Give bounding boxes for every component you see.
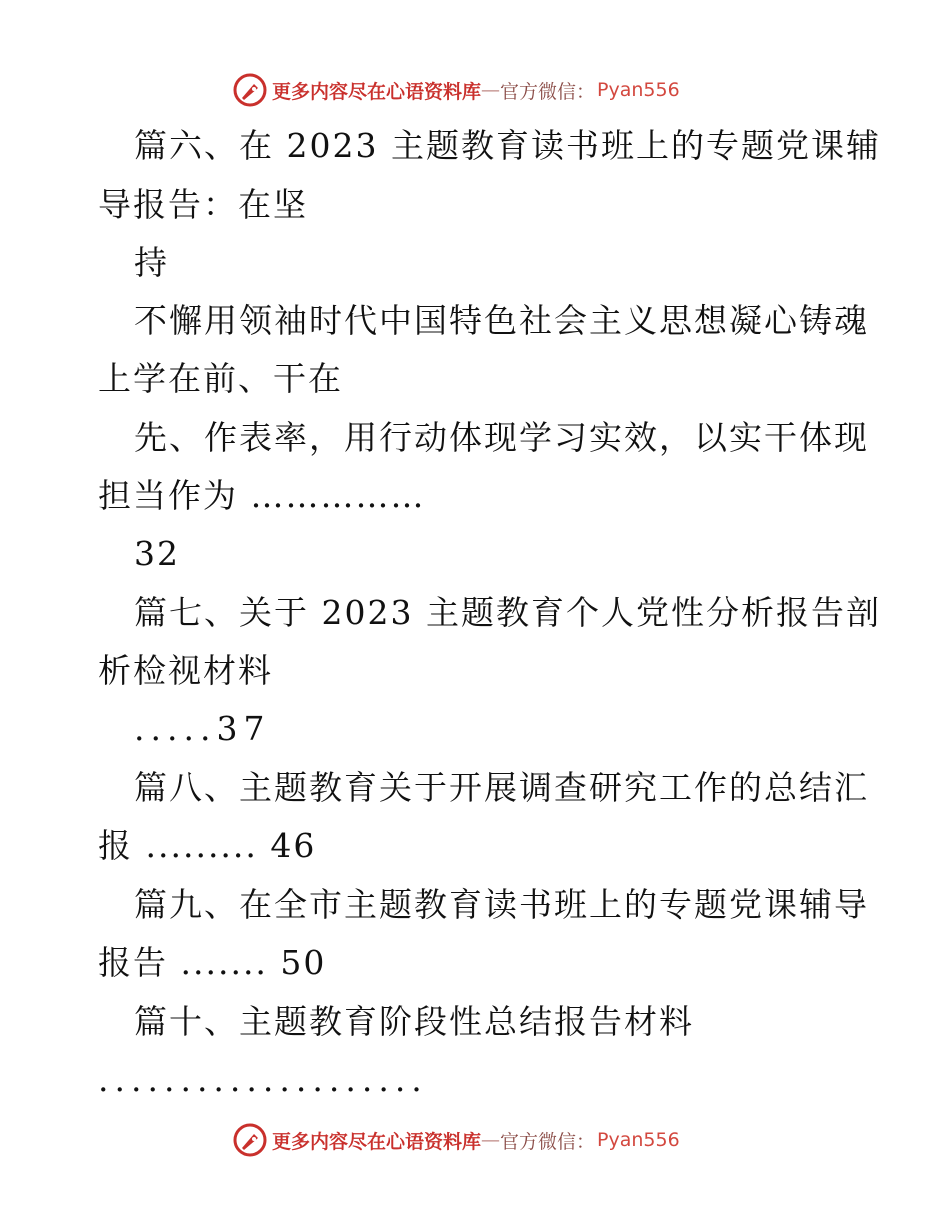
- toc-line-15: 报告 ....... 50: [98, 943, 327, 982]
- pen-nib-circle-icon: [232, 1122, 268, 1158]
- watermark-wechat-label: 官方微信：: [500, 1130, 596, 1153]
- toc-line-2: 导报告：在坚: [98, 185, 308, 224]
- toc-line-16: 篇十、主题教育阶段性总结报告材料: [134, 1002, 694, 1041]
- toc-line-7: 担当作为 ……………: [98, 476, 426, 515]
- toc-line-5: 上学在前、干在: [98, 359, 343, 398]
- toc-line-6: 先、作表率，用行动体现学习实效，以实干体现: [134, 418, 869, 457]
- watermark-site-text: 更多内容尽在心语资料库: [272, 1130, 482, 1153]
- pen-nib-circle-icon: [232, 72, 268, 108]
- toc-line-4: 不懈用领袖时代中国特色社会主义思想凝心铸魂: [134, 301, 869, 340]
- toc-line-17-leader: ....................: [98, 1060, 428, 1099]
- toc-line-3: 持: [134, 243, 169, 282]
- header-watermark: [232, 70, 752, 110]
- toc-line-9: 篇七、关于 2023 主题教育个人党性分析报告剖: [134, 593, 881, 632]
- watermark-wechat-label: 官方微信：: [500, 80, 596, 103]
- toc-line-10: 析检视材料: [98, 651, 273, 690]
- toc-line-12: 篇八、主题教育关于开展调查研究工作的总结汇: [134, 768, 869, 807]
- toc-line-11-page: .....37: [134, 709, 271, 748]
- watermark-wechat-id: Pyan556: [597, 1129, 680, 1151]
- watermark-site-text: 更多内容尽在心语资料库: [272, 80, 482, 103]
- footer-watermark: [232, 1120, 752, 1160]
- watermark-wechat-id: Pyan556: [597, 79, 680, 101]
- toc-line-13: 报 ......... 46: [98, 826, 317, 865]
- toc-line-1: 篇六、在 2023 主题教育读书班上的专题党课辅: [134, 126, 881, 165]
- watermark-dash: —: [481, 79, 501, 101]
- toc-line-8-page: 32: [134, 534, 180, 573]
- toc-line-14: 篇九、在全市主题教育读书班上的专题党课辅导: [134, 885, 869, 924]
- watermark-dash: —: [481, 1129, 501, 1151]
